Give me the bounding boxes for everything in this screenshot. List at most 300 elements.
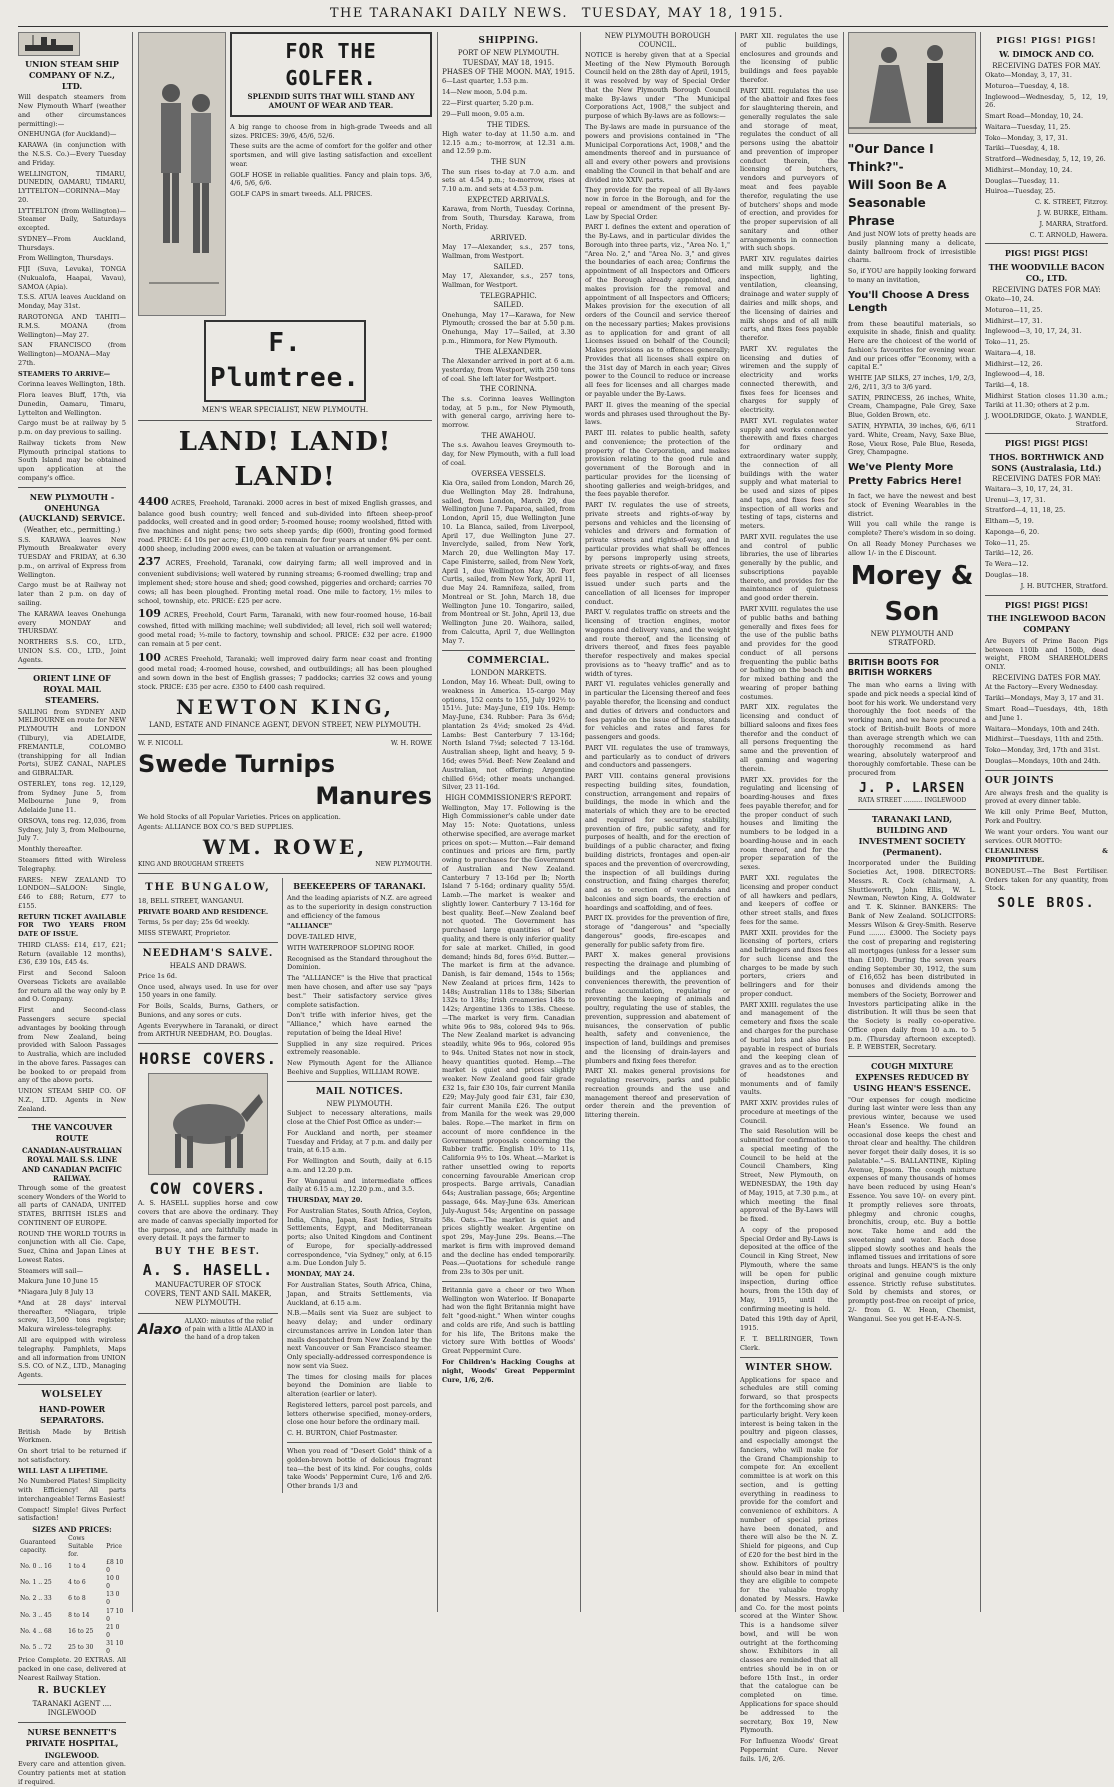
list-item: 14—New moon, 5.04 p.m. [442,88,528,97]
list-item: RAROTONGA AND TAHITI—R.M.S. MOANA (from Wellington)—May 27. [18,313,126,339]
list-item: British Made by British Workmen. [18,1427,126,1445]
divider [287,1081,432,1082]
mail-title: MAIL NOTICES. [315,1086,404,1097]
list-item: Recognised as the Standard throughout the Dominion. [287,954,432,972]
inglewood-bacon-title: THE INGLEWOOD BACON COMPANY [987,613,1106,635]
pigs-heading: PIGS! PIGS! PIGS! [1004,438,1089,449]
alaxo-text: ALAXO: minutes of the relief of pain with a little ALAXO in the hand of a drop taken [184,1317,274,1342]
needham-subtitle: HEALS AND DRAWS. [169,962,247,971]
table-header: Guaranteed capacity. [20,1538,56,1554]
list-item: Are always fresh and the quality is proved at every dinner table. [985,788,1108,806]
list-item: Tariki—4, 18. [985,381,1030,390]
list-item: All are equipped with wireless telegraphy. Pamphlets, Maps and all information from UNION S.S. CO. of N.Z., LTD., Managing Agents. [18,1336,126,1380]
list-item: Monthly thereafter. [18,845,83,854]
vancouver-title: THE VANCOUVER ROUTE [31,1122,113,1144]
bylaw-part: PART XXI. regulates the licensing and proper conduct of all hawkers and pedlars, and keepers of coffee or other street stalls, and fixes fees for the same. [740,873,838,926]
list-item: And just NOW lots of pretty heads are busily planning many a delicate, dainty ballroom frock of irresistible charm. [848,230,976,265]
list-item: MONDAY, MAY 24. [287,1270,355,1279]
expected-text: Karawa, from North, Tuesday. Corinna, from South, Thursday. Karawa, from North, Friday. [442,205,575,231]
woods-influenza-text: For Influenza Woods' Great Peppermint Cure. Never fails. 1/6, 2/6. [740,1737,838,1763]
mail-subtitle: NEW PLYMOUTH. [326,1099,393,1108]
union-list [18,130,126,482]
list-item: Toko—Monday, 3, 17, 31. [985,133,1068,142]
borthwick-subtitle: RECEIVING DATES FOR MAY: [992,475,1101,484]
list-item: T.S.S. ATUA leaves Auckland on Monday, May 31st. [18,293,126,311]
list-item: Te Wera—12. [985,560,1029,569]
nicoll-rowe-line [138,739,432,748]
list-item: Okato—Monday, 3, 17, 31. [985,71,1072,80]
onehunga-subtitle: (Weather, etc., permitting.) [23,526,121,535]
table-cell: 17 10 0 [106,1607,124,1623]
sole-bros-name: SOLE BROS. [997,896,1096,912]
newton-king-name: NEWTON KING, [176,694,394,719]
arrived-text: May 17—Alexander, s.s., 257 tons, Wallman, from Westport. [442,243,575,260]
list-item: GOLF CAPS in smart tweeds. ALL PRICES. [230,190,373,199]
list-item: So, if YOU are happily looking forward to many an invitation, [848,267,976,284]
wolseley-title: WOLSELEY [41,1389,103,1400]
list-item: 18, BELL STREET, WANGANUI. [138,896,244,905]
list-item: RETURN TICKET AVAILABLE FOR TWO YEARS FROM DATE OF ISSUE. [18,912,126,939]
arrived-title: ARRIVED. [490,233,527,242]
bylaw-part: PART XV. regulates the licensing and duties of wiremen and the supply of electricity and works connected therewith, and fixes fees for licenses and charges for supply of electricity. [740,344,838,415]
list-item: Compact! Simple! Gives Perfect satisfaction! [18,1505,126,1523]
list-item: ONEHUNGA (for Auckland)— [18,130,117,139]
awahou-text: The s.s. Awahou leaves Greymouth to-day, for New Plymouth, with a full load of coal. [442,441,575,467]
winter-show-text: Applications for space and schedules are still coming forward, so that prospects for the forthcoming show are particularly bright. Very keen interest is being taken in the poultry and pigeon classes, and especially amongst the fanciers, who will make for the Grand Championship to compete for. An excellent committee is at work on this section, and is getting everything in readiness to provide for the comfort and convenience of exhibitors. A number of special prizes have been donated, and there will also be the N. Z. Shield for pigeons, and Cup of £20 for the best bird in the show. Exhibitors of poultry should also bear in mind that they are eligible to compete for the valuable trophy donated by Messrs. Hawke and Co. for the most points scored at the Winter Show. This is a handsome silver bowl, and will be won outright at the forthcoming show. Exhibitors in all classes are reminded that all entries should be in on or before 15th Inst., in order that the catalogue can be completed on time. Applications for space should be addressed to the secretary, Box 19, New Plymouth. [740,1375,838,1735]
list-item: Steamers will sail— [18,1266,84,1275]
land-item [138,555,432,605]
divider [18,1384,126,1385]
awahou-title: THE AWAHOU. [481,431,536,440]
cow-covers-title: COW COVERS. [149,1178,267,1198]
land-item [138,651,432,692]
list-item: For Auckland and north, per steamer Tuesday and Friday, at 7 p.m. and daily per train, at 6.15 a.m. [287,1128,432,1155]
list-item: Subject to necessary alterations, mails close at the Chief Post Office as under:— [287,1109,432,1126]
list-item: C. T. ARNOLD, Hawera. [1029,230,1108,239]
issue-date: TUESDAY, MAY 18, 1915. [581,6,785,21]
list-item: Urenui—3, 17, 31. [985,495,1046,504]
column-divider [980,32,981,1612]
land-description: ACRES, Freehold, Taranaki, cow dairying farm; all well improved and in convenient subdivisions; well watered by running streams; 6-roomed dwelling; trap and implement shed; store house and shed; good cowshed, piggeries and orchard; carries 70 cows; all has been ploughed. Fronting metal road. One mile to factory, 1½ miles to school, township, etc. PRICE: £25 per acre. [138,559,432,605]
table-cell: No. 1 .. 25 [20,1579,52,1587]
bylaw-part: A copy of the proposed Special Order and By-Laws is deposited at the office of the Council in King Street, New Plymouth, where the same will be open for public inspection, during office hours, from the 15th day of May, 1915, until the confirming meeting is held. [740,1225,838,1313]
land-acres: 237 [138,555,161,569]
golfer-title: FOR THE GOLFER. [285,39,377,90]
larsen-address: RATA STREET .......... INGLEWOOD [857,797,967,805]
woodville-subtitle: RECEIVING DATES FOR MAY: [992,285,1101,294]
list-item: Will you call while the range is complete? There's wisdom in so doing. [848,520,976,538]
list-item: For Boils, Scalds, Burns, Gathers, or Bunions, and any sores or cuts. [138,1002,278,1019]
rowe-address-right: NEW PLYMOUTH. [375,861,432,869]
list-item: CLEANLINESS & PROMPTITUDE. [985,847,1108,865]
rowe-address [138,861,432,869]
list-item: PRIVATE BOARD AND RESIDENCE. [138,907,269,916]
tld-text: Incorporated under the Building Societies Act, 1908. DIRECTORS: Messrs. R. Cock (chairman), A. Shuttleworth, John Ellis, W. L. Newman, Newton King, A. Goldwater and T. K. Skinner. BANKERS: The Bank of New Zealand. SOLICITORS: Messrs Wilson & Grey-Smith. Reserve Fund ........ £3000. The Society pays the cost of preparing and registering all mortgages (unless for a lesser sum than £100). During the seven years ending September 30, 1912, the sum of £16,652 has been distributed in bonuses and dividends among the members of the Society, Borrower and Investors participating alike in the distribution. It will thus be seen that the Society is really co-operative. Office open daily from 10 a.m. to 5 p.m. (Thursday afternoon excepted). E. P. WEBSTER, Secretary. [848,859,976,1052]
list-item: LYTTELTON (from Wellington)—Steamer Daily, Saturdays excepted. [18,206,126,233]
table-header: Cows Suitable for. [68,1534,94,1558]
telegraphic-title: TELEGRAPHIC. [480,291,537,300]
children-cough-text: For Children's Hacking Coughs at night, Woods' Great Peppermint Cure, 1/6, 2/6. [442,1357,575,1384]
list-item: SATIN, HYPATIA, 39 inches, 6/6, 6/11 yard. White, Cream, Navy, Saxe Blue, Rose, Vieux Rose, Pale Blue, Reseda, Grey, Champagne. [848,422,976,457]
hasell-text: A. S. HASELL supplies horse and cow covers that are above the ordinary. They are made of canvas specially imported for the purpose, and are faithfully made in every detail. It pays the farmer to [138,1199,278,1243]
list-item: N.B.—Mails sent via Suez are subject to heavy delay; and under ordinary circumstances arrive in London later than mails despatched from New Zealand by the next Vancouver or San Francisco steamer. Only specially-addressed correspondence is now sent via Suez. [287,1309,432,1370]
list-item: Douglas—Mondays, 10th and 24th. [985,756,1101,765]
list-item: 6—Last quarter, 1.53 p.m. [442,77,529,86]
bylaw-part: PART XX. provides for the regulating and licensing of boarding-houses and fixes fees payable therefor, and for the proper conduct of such houses and limiting the numbers to be lodged in a boarding-house and in each room thereof, and for the proper separation of the sexes. [740,775,838,872]
choose-title: You'll Choose A Dress Length [848,289,970,315]
land-item [138,495,432,554]
list-item: On short trial to be returned if not satisfactory. [18,1447,126,1464]
list-item: "ALLIANCE" [287,922,333,931]
oversea-title: OVERSEA VESSELS. [471,469,546,478]
table-cell: No. 2 .. 33 [20,1595,52,1603]
hc-title: HIGH COMMISSIONER'S REPORT. [445,794,572,803]
list-item: Inglewood—Wednesday, 5, 12, 19, 26. [985,92,1108,110]
bylaw-part: PART XXIII. regulates the use and management of the cemetery and fixes the scale and charges for the purchase of burial lots and also fees payable in respect of burials and the keeping clean of graves and as to the erection of headstones and monuments and of family vaults. [740,1000,838,1097]
desert-gold-text: When you read of "Desert Gold" think of a golden-brown bottle of delicious fragrant tea—the best of its kind. For coughs, colds take Woods' Peppermint Cure, 1/6 and 2/6. Other brands 1/3 and [287,1447,432,1491]
corinna-title: THE CORINNA. [480,385,537,394]
buckley-address: TARANAKI AGENT .... INGLEWOOD [32,1699,112,1717]
list-item: For Wanganui and intermediate offices daily at 6.15 a.m., 12.20 p.m., and 3.5. [287,1176,432,1194]
list-item: MISS STEWART, Proprietor. [138,929,231,938]
town-clerk-signature: F. T. BELLRINGER, Town Clerk. [740,1335,838,1352]
bylaw-part: PART XVII. regulates the use and control of public libraries, the use of libraries generally by the public, and subscriptions payable thereto, and provides for the maintenance of quietness and good order therein. [740,532,838,603]
divider [848,1056,976,1057]
list-item: Midhirst Station closes 11.30 a.m.; Tariki at 11.30; others at 2 p.m. [985,392,1108,409]
bylaw-part: PART X. makes general provisions respecting the drainage and plumbing of buildings and the appliances and conveniences therewith, the prevention of refuse accumulation, regulating or preventing the keeping of animals and poultry, regulating the use of stables, the prevention, suppression and abatement of nuisances, the conservation of public health, safety and convenience, the inspection of land, buildings and premises and the licensing of drain-layers and plumbers and fixing fees therefor. [585,951,730,1065]
list-item: Douglas—18. [985,571,1029,580]
divider [18,668,126,669]
column-advertisements [138,32,432,1612]
list-item: New Plymouth Agent for the Alliance Beehive and Supplies, WILLIAM ROWE. [287,1059,432,1076]
list-item: Terms, 5s per day; 25s 6d weekly. [138,918,250,927]
list-item: Steamers fitted with Wireless Telegraphy. [18,855,126,873]
larsen-name: J. P. LARSEN [859,780,965,796]
land-description: ACRES, Freehold, Court Farm, Taranaki, with new four-roomed house, 16-bail cowshed, fitted with milking machine; well subdivided; all level, rich soil well watered; good metal road; ½-mile to factory, township and school. PRICE: £32 per acre. £1900 can remain at 5 per cent. [138,611,432,648]
land-acres: 100 [138,650,161,664]
vancouver-subtitle: CANADIAN-AUSTRALIAN ROYAL MAIL S.S. LINE AND CANADIAN PACIFIC RAILWAY. [22,1146,122,1184]
column-divider [132,32,133,1612]
newton-king-subtitle: LAND, ESTATE AND FINANCE AGENT, DEVON STREET, NEW PLYMOUTH. [149,720,421,729]
table-row [18,1591,126,1607]
bylaw-part: PART III. relates to public health, safety and convenience; the protection of the property of the Corporation, and makes provision relating to the good rule and government of the Borough and in particular provides for the licensing of shooting galleries and weigh-bridges, and the fees payable therefor. [585,429,730,499]
nurse-text: Every care and attention given. Country patients met at station if required. [18,1760,126,1786]
golfer-heading-box [230,32,432,117]
beekeepers-title: BEEKEEPERS OF TARANAKI. [293,881,426,892]
table-cell: 25 to 30 [68,1643,94,1651]
column-shipping-ads [18,32,126,1786]
swede-turnips-title: Swede Turnips [138,749,335,778]
dimock-name: W. DIMOCK AND CO. [999,48,1094,59]
list-item: Stratford—Wednesday, 5, 12, 19, 26. [985,155,1106,164]
bylaw-part: PART VIII. contains general provisions respecting building sites, foundation, construction, arrangement and repairs of buildings, the mode in which and the materials of which they are to be erected and required for securing stability, prevention of fire, public safety, and for purposes of health, and for the erection of buildings of a public character, and fixing building districts, frontages and open-air spaces and the prevention of overcrowding, the inspection of all buildings during construction, and fixing charges therefor, and as to erection of verandahs and balconies and sign boards, the erection of hoardings and scaffolding, and of fees. [585,772,730,912]
list-item: At the Factory—Every Wednesday. [985,683,1098,692]
column-pig-buyers [985,32,1108,1612]
table-cell: No. 0 .. 16 [20,1562,52,1570]
bylaw-part: PART VII. regulates the use of tramways, and particularly as to conduct of drivers and conductors and passengers. [585,743,730,770]
horse-covers-title: HORSE COVERS. [138,1049,278,1069]
list-item: In fact, we have the newest and best stock of Evening Wearables in the district. [848,492,976,518]
dimock-subtitle: RECEIVING DATES FOR MAY. [992,61,1101,70]
divider [138,420,432,421]
wolseley-subtitle: HAND-POWER SEPARATORS. [38,1403,106,1425]
stocks-text: We hold Stocks of all Popular Varieties. Prices on application. [138,812,341,821]
list-item: Corinna leaves Wellington, 18th. [18,380,126,389]
list-item: ORSOVA, tons reg. 12,036, from Sydney, July 3, from Melbourne, July 7. [18,816,126,843]
divider [442,650,575,651]
list-item: ROUND THE WORLD TOURS in conjunction with all Cie. Cape, Suez, China and Japan Lines at Lowest Rates. [18,1229,126,1264]
divider [18,1117,126,1118]
list-item: We kill only Prime Beef, Mutton, Pork and Poultry. [985,808,1108,825]
table-row [18,1640,126,1656]
list-item: Midhirst—Monday, 10, 24. [985,165,1073,174]
sizes-table [18,1535,126,1656]
plenty-line-1: We've Plenty More [848,462,954,474]
land-acres: 109 [138,607,161,621]
bylaw-part: PART XIX. regulates the licensing and conduct of billiard saloons and fixes fees therefor and the conduct of all persons frequenting the same and the prevention of all gaming and wagering therein. [740,703,838,773]
list-item: THURSDAY, MAY 20. [287,1196,363,1205]
inglewood-bacon-subtitle: RECEIVING DATES FOR MAY. [992,674,1101,682]
list-item: Price 1s 6d. [138,971,178,980]
land-title: LAND! LAND! LAND! [178,426,392,492]
land-description: ACRES, Freehold, Taranaki. 2000 acres in best of mixed English grasses, and balance good bush country; well fenced and sub-divided into fifteen sheep-proof paddocks, well created and in good order; 5-roomed house; roomy woolshed, fitted with five machines and night pens; two sets sheep yards; dip (600), fronting good formed road. PRICE: £4 10s per acre; £10,000 can remain for four years at under 6% per cent. 4000 sheep, including 2000 ewes, can be taken at valuation or arrangement. [138,498,432,553]
land-acres: 4400 [138,494,169,508]
telegraphic-sailed: SAILED. [493,301,524,310]
plumtree-name: F. Plumtree. [210,328,360,394]
list-item: C. K. STREET, Fitzroy. [1034,198,1108,207]
list-item: Tariki—Mondays, May 3, 17 and 31. [985,694,1104,703]
tides-text: High water to-day at 11.50 a.m. and 12.15 a.m.; to-morrow, at 12.31 a.m. and 12.59 p.m. [442,129,575,156]
bylaw-part: The said Resolution will be submitted for confirmation to a special meeting of the Council to be held at the Council Chambers, King Street, New Plymouth, on WEDNESDAY, the 19th day of May, 1915, at 7.30 p.m., at which meeting the final approval of the By-Laws will be fixed. [740,1127,838,1224]
table-cell: 1 to 4 [68,1562,86,1570]
list-item: Inglewood—3, 10, 17, 24, 31. [985,327,1082,336]
list-item: Toko—11, 25. [985,338,1030,347]
list-item: WITH WATERPROOF SLOPING ROOF. [287,943,415,952]
plumtree-box [204,320,366,402]
divider [138,873,432,874]
dancers-icon [849,33,977,133]
table-cell: 13 0 0 [106,1591,120,1607]
list-item: Smart Road—Tuesdays, 4th, 18th and June 1. [985,704,1108,722]
horse-icon [149,1074,267,1174]
bylaw-part: The By-laws are made in pursuance of the powers and provisions contained in "The Municipal Corporations Act, 1908," and the amendments thereof and in pursuance of all and every other powers and provisions enabling the Council in that behalf and are divided into XXIV. parts. [585,123,730,184]
orient-title: ORIENT LINE OF ROYAL MAIL STEAMERS. [33,673,111,705]
list-item: These suits are the acme of comfort for the golfer and other sportsmen, and will give lasting satisfaction and excellent wear. [230,142,432,168]
divider [740,1357,838,1358]
list-item: Supplied in any size required. Prices extremely reasonable. [287,1039,432,1057]
list-item: J. W. BURKE, Eltham. [1037,208,1108,217]
list-item: KARAWA (in conjunction with the N.S.S. Co.)—Every Tuesday and Friday. [18,141,126,167]
table-row [18,1624,126,1640]
list-item: WILL LAST A LIFETIME. [18,1466,108,1475]
list-item: SYDNEY—From Auckland, Thursdays. [18,234,126,252]
list-item: from these beautiful materials, so exquisite in shade, finish and quality. Here are the choicest of the world of fashion's favourites for evening wear. And our prices offer "Economy, with a capital E." [848,319,976,372]
table-cell: 4 to 6 [68,1579,86,1587]
divider [138,1043,278,1044]
lower-ads-row [138,878,432,1493]
list-item: C. H. BURTON, Chief Postmaster. [287,1429,398,1438]
column-shipping-news [442,32,575,1612]
winter-show-title: WINTER SHOW. [745,1362,833,1373]
divider [985,770,1108,771]
dance-line-1: "Our Dance I Think?"- [848,142,934,174]
list-item: Eltham—5, 19. [985,517,1034,526]
list-item: For Wellington and South, daily at 6.15 a.m. and 12.20 p.m. [287,1157,432,1174]
table-cell: 21 0 0 [106,1623,120,1639]
table-row [18,1559,126,1575]
divider [985,243,1108,244]
list-item: Tariki—Tuesday, 4, 18. [985,144,1060,153]
corinna-text: The s.s. Corinna leaves Wellington today, at 5 p.m., for New Plymouth, with general cargo, arriving here to-morrow. [442,394,575,430]
list-item: Cargo must be at railway by 5 p.m. on day previous to sailing. [18,419,126,437]
buy-the-best: BUY THE BEST. [155,1247,261,1258]
pigs-heading: PIGS! PIGS! PIGS! [996,35,1097,45]
list-item: Midhirst—Tuesdays, 11th and 25th. [985,735,1104,744]
table-cell: No. 3 .. 45 [20,1611,52,1619]
steamship-illustration [18,32,80,56]
union-intro: Will despatch steamers from New Plymouth Wharf (weather and other circumstances permitting):— [18,93,126,128]
table-cell: 31 10 0 [106,1639,124,1655]
sun-text: The sun rises to-day at 7.0 a.m. and sets at 4.54 p.m.; to-morrow, rises at 7.10 a.m. and sets at 4.53 p.m. [442,167,575,194]
table-row [18,1608,126,1624]
list-item: Stratford—4, 11, 18, 25. [985,506,1066,515]
sizes-title: SIZES AND PRICES: [32,1525,112,1535]
list-item: Through some of the greatest scenery Wonders of the World to all parts of CANADA, UNITED STATES, BRITISH ISLES and CONTINENT OF EUROPE. [18,1183,126,1227]
list-item: UNION STEAM SHIP CO. OF N.Z., LTD. Agents in New Zealand. [18,1087,126,1113]
table-cell: No. 4 .. 68 [20,1627,52,1635]
list-item: Smart Road—Monday, 10, 24. [985,112,1084,121]
list-item: Waitara—Tuesday, 11, 25. [985,122,1071,131]
dance-line-3: Seasonable Phrase [848,196,926,228]
list-item: OSTERLEY, tons reg. 12,129, from Sydney June 5, from Melbourne June 9, from Adelaide June 11. [18,779,126,815]
boots-text: The man who earns a living with spade and pick needs a special kind of boot for his work. We understand very thoroughly the foot needs of the working man, and we have procured a stock of British-built Boots of more than average strength which we can thoroughly recommend as hard wearing, absolutely waterproof and thoroughly comfortable. These can be procured from [848,681,976,777]
golfer-illustration [138,32,226,316]
alaxo-ad [138,1318,278,1342]
tides-title: THE TIDES. [486,120,531,129]
list-item: GOLF HOSE in reliable qualities. Fancy and plain tops. 3/6, 4/6, 5/6, 6/6. [230,170,432,188]
britannia-text: Britannia gave a cheer or two When Wellington won Waterloo. If Bonaparte had won the fight Britannia might have felt "good-night." When winter coughs and colds are rife, And such is battling for his life, The Britons make the victory sure With bottles of Woods' Great Peppermint Cure. [442,1285,575,1356]
column-divider [580,32,581,1612]
plumtree-subtitle: MEN'S WEAR SPECIALIST, NEW PLYMOUTH. [201,406,369,415]
tld-title: TARANAKI LAND, BUILDING AND INVESTMENT SOCIETY (Permanent). [858,814,966,857]
list-item: 29—Full moon, 9.05 a.m. [442,109,525,118]
list-item: SAILING from SYDNEY AND MELBOURNE en route for NEW PLYMOUTH and LONDON (Tilbury), via ADELAIDE, FREMANTLE, COLOMBO (transhipping for all Indian Ports), SUEZ CANAL, NAPLES and GIBRALTAR. [18,707,126,778]
morey-subtitle: NEW PLYMOUTH AND STRATFORD. [870,629,954,648]
divider [985,595,1108,596]
table-header-row [18,1535,126,1559]
inglewood-bacon-text: Are Buyers of Prime Bacon Pigs between 110lb and 150lb, dead weight, FROM SHAREHOLDERS ONLY. [985,636,1108,672]
list-item: DOVE-TAILED HIVE, [287,933,357,942]
list-item: Okato—10, 24. [985,295,1034,304]
golfers-icon [139,33,227,315]
divider [138,734,432,735]
list-item: No Numbered Plates! Simplicity with Efficiency! All parts interchangeable! Terms Easiest! [18,1477,126,1503]
land-item [138,607,432,648]
column-borough-notice-cont [740,32,839,1763]
list-item: Toko—11, 25. [985,538,1030,547]
agents-text: Agents: ALLIANCE BOX CO.'S BED SUPPLIES. [138,823,294,832]
list-item: FARES: NEW ZEALAND TO LONDON—SALOON: Single, £46 to £88; Return, £77 to £155. [18,875,126,910]
list-item: For Australian States, South Africa, China, Japan, and Straits Settlements, via Auckland, at 6.15 a.m. [287,1280,432,1307]
rowe-address-left: KING AND BROUGHAM STREETS [138,861,244,869]
list-item: S.S. KARAWA leaves New Plymouth Breakwater every TUESDAY and FRIDAY, at 6.30 p.m., on arrival of Express from Wellington. [18,535,126,579]
nurse-place: INGLEWOOD. [44,1750,100,1760]
table-row [18,1575,126,1591]
bylaw-part: PART XIV. regulates dairies and milk supply, and the inspection, lighting, ventilation, cleansing, drainage and water supply of dairies and milk shops, and the licensing of dairies and milk shops and of all milk carts, and fixes fees payable therefor. [740,255,838,343]
bylaw-part: PART V. regulates traffic on streets and the licensing of traction engines, motor waggons and delivery vans, and the weight and route thereof, and the licensing of drivers thereof, and fixes fees payable therefor respectively and makes special provisions as to "heavy traffic" and as to width of tyres. [585,608,730,678]
list-item: The KARAWA leaves Onehunga every MONDAY and THURSDAY. [18,609,126,636]
dance-illustration [848,32,976,134]
list-item: Flora leaves Bluff, 17th, via Dunedin, Oamaru, Timaru, Lyttelton and Wellington. [18,391,126,417]
london-text: London, May 16. Wheat: Dull, owing to weakness in America. 15-cargo May options, 152 cents to 155, July 192½ to 151½. Jute: May-June, £19 10s. Hemp: May-June, £34. Rubber: Para 3s 6½d; plantation 2s 4½d; smoked 2s 4¼d. Lambs: Best Canterbury 7 13-16d; North Island 7¼d; selected 7 13-16d. Australian sheep, light and heavy, 5 9-16d; ewes 5¾d. Beef: New Zealand and Australian, not offering; Argentine chilled 6½d; other meats unchanged. Silver, 23 11-16d. [442,678,575,792]
bylaw-part: PART XVIII. regulates the use of public baths and bathing generally and fixes fees for the use of the public baths and provides for the good conduct of all persons frequenting the public baths or bathing on the beach and for mixed bathing and the wearing of proper bathing costumes. [740,605,839,701]
list-item: BONEDUST.—The Best Fertiliser. Orders taken for any quantity, from Stock. [985,866,1108,893]
golfer-right [230,32,432,316]
bylaw-part: PART I. defines the extent and operation of the By-Laws, and in particular divides the Borough into three parts, viz., "Area No. 1," "Area No. 2," and "Area No. 3," and gives the boundaries of each area; Confirms the appointment of all Inspectors and Officers of the Borough already appointed, and makes provision for the removal and appointment of all Inspectors and Officers; Makes provision for the execution of all orders of the Council and service thereof on the necessary parties; Makes provisions as to application for and grant of all Licenses issued on behalf of the Council; Makes provisions as to offences generally; Provides that all licenses shall expire on the 31st day of March in each year; Gives power to the Council to reduce or increase all fees for licenses and all charges made or payable under the By-Laws. [585,223,730,398]
table-cell: £8 10 0 [106,1558,124,1575]
list-item: WELLINGTON, TIMARU, DUNEDIN, OAMARU, TIMARU, LYTTELTON—CORINNA—May 20. [18,169,126,204]
list-item: From Wellington, Thursdays. [18,254,114,263]
sizes-footer: Price Complete. 20 EXTRAS. All packed in one case, delivered at Nearest Railway Station. [18,1656,126,1682]
list-item: WHITE JAP SILKS, 27 inches, 1/9, 2/3, 2/6, 2/11, 3/3 to 3/6 yard. [848,374,976,391]
boots-title: BRITISH BOOTS FOR BRITISH WORKERS [848,657,940,678]
divider [848,653,976,654]
divider [287,1442,432,1443]
list-item: On all Ready Money Purchases we allow 1/- in the £ Discount. [848,539,976,557]
horse-illustration [148,1073,268,1175]
list-item: Inglewood—4, 18. [985,370,1045,379]
list-item: And the leading apiarists of N.Z. are agreed as to the superiority in design construction and efficiency of the famous [287,894,432,920]
dance-line-2: Will Soon Be A [848,178,947,192]
bylaw-part: PART VI. regulates vehicles generally and in particular the Licensing thereof and fees payable therefor, the licensing and conduct and duties of drivers and conductors and fees payable on the issue of license, stands for vehicles and rates and fares for passengers and goods. [585,680,730,742]
list-item: THIRD CLASS: £14, £17, £21; Return (available 12 months), £36, £39 10s, £45 4s. [18,940,126,967]
pigs-heading: PIGS! PIGS! PIGS! [1004,599,1089,610]
plenty-line-2: Pretty Fabrics Here! [848,475,962,487]
table-cell: No. 5 .. 72 [20,1643,52,1651]
divider [138,942,278,943]
golfer-subtitle: SPLENDID SUITS THAT WILL STAND ANY AMOUNT OF WEAR AND TEAR. [247,92,415,111]
bungalow-title: THE BUNGALOW, [145,882,271,894]
table-header: Price [106,1542,122,1550]
hasell-name: A. S. HASELL. [142,1261,274,1280]
list-item: Toko—Monday, 3rd, 17th and 31st. [985,746,1101,755]
paper-title: THE TARANAKI DAILY NEWS. [329,6,569,21]
table-cell: 16 to 25 [68,1627,94,1635]
shipping-title: SHIPPING. [478,36,539,46]
divider [985,433,1108,434]
list-item: Don't trifle with inferior hives, get the "Alliance," which have earned the reputation of being the Ideal Hive! [287,1011,432,1037]
alexander-title: THE ALEXANDER. [474,347,543,356]
port-title: PORT OF NEW PLYMOUTH. [457,49,560,58]
buckley-name: R. BUCKLEY [37,1686,107,1697]
list-item: Waitara—Mondays, 10th and 24th. [985,724,1100,733]
cough-text: "Our expenses for cough medicine during last winter were less than any previous winter, because we used Hean's Essence. We found an occasional dose keeps the chest and throat clear and healthy. The children never forget their daily doses, it is so palatable."—S. BALLANTINE, Kipling Avenue, Epsom. The cough mixture expenses of many thousands of homes have been reduced by using Hean's Essence. You save 10/- on every pint. It promptly relieves sore throats, phlegmy and chronic coughs, bronchitis, croup, etc. Buy a bottle now. Take home and add the sweetening and water. Each dose slipped slowly soothes and heals the inflamed tissues and irritations of sore throats and lungs. HEAN'S is the only original and genuine cough mixture essence. Strictly refuse substitutes. Sold by chemists and stores, or promptly post-free on receipt of price, 2/- from G. W. Hean, Chemist, Wanganui. See you get H-E-A-N-S. [848,1095,976,1323]
expected-title: EXPECTED ARRIVALS. [467,195,550,204]
list-item: The times for closing mails for places beyond the Dominion are liable to alteration (earlier or later). [287,1372,432,1399]
cough-title: COUGH MIXTURE EXPENSES REDUCED BY USING HEAN'S ESSENCE. [853,1061,971,1093]
divider [848,809,976,810]
list-item: Agents Everywhere in Taranaki, or direct from ARTHUR NEEDHAM, P.O. Douglas. [138,1021,278,1039]
list-item: Midhirst—12, 26. [985,359,1043,368]
sailed-text: May 17, Alexander, s.s., 257 tons, Wallman, for Westport. [442,272,575,289]
council-title: NEW PLYMOUTH BOROUGH COUNCIL. [604,32,711,50]
ship-icon [19,33,79,55]
list-item: Waitara—3, 10, 17, 24, 31. [985,484,1073,493]
manures-title: Manures [315,782,432,811]
list-item: A big range to choose from in high-grade Tweeds and all sizes. PRICES: 39/6, 45/6, 52/6. [230,122,432,140]
bylaw-part: They provide for the repeal of all By-laws now in force in the Borough, and for the repeal or amendment of the present By-Law by Special Order. [585,186,730,221]
list-item: SATIN, PRINCESS, 26 inches, White, Cream, Champagne, Pale Grey, Saxe Blue, Golden Brown, etc. [848,393,976,420]
